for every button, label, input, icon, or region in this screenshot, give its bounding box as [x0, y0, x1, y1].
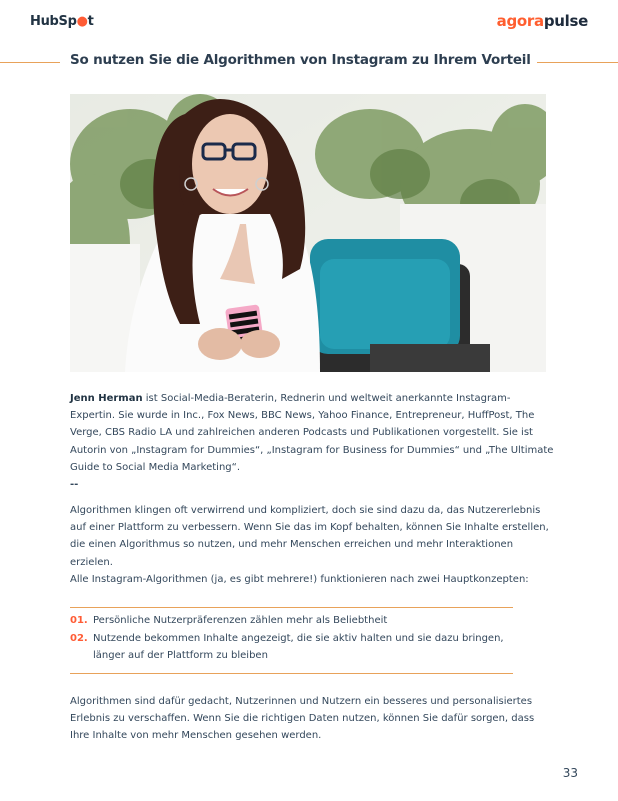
separator: -- [70, 479, 79, 490]
page-number: 33 [562, 766, 578, 780]
list-number: 02. [70, 633, 88, 644]
paragraph-concepts: Alle Instagram-Algorithmen (ja, es gibt mehrere!) funktionieren nach zwei Hauptkonzepten: [70, 574, 529, 585]
list-item [70, 630, 510, 664]
agorapulse-logo: agorapulse [496, 12, 588, 30]
list-item [70, 612, 510, 629]
author-photo [70, 94, 546, 372]
list-number: 01. [70, 615, 88, 626]
list-rule-top [70, 607, 513, 608]
list-rule-bottom [70, 673, 513, 674]
author-name: Jenn Herman [70, 393, 143, 404]
paragraph-conclusion: Algorithmen sind dafür gedacht, Nutzerinnen und Nutzern ein besseres und personalisiertes Erlebnis zu verschaffen. Wenn Sie die richtigen Daten nutzen, können Sie dafür sorgen, dass Ihre Inhalte von mehr Menschen gesehen werden. [70, 696, 535, 742]
title-row [0, 52, 618, 76]
list-text: Persönliche Nutzerpräferenzen zählen mehr als Beliebtheit [93, 615, 388, 626]
title-rule-right [537, 62, 618, 63]
hubspot-logo: HubSp●t [30, 14, 94, 29]
author-bio [70, 390, 554, 476]
author-bio-text: ist Social-Media-Beraterin, Rednerin und weltweit anerkannte Instagram-Expertin. Sie wurde in Inc., Fox News, BBC News, Yahoo Finance, Entrepreneur, HuffPost, The Verge, CBS Radio LA und zahlreichen anderen Podcasts und Publikationen vorgestellt. Sie ist Autorin von „Instagram for Dummies“, „Instagram for Business for Dummies“ und „The Ultimate Guide to Social Media Marketing“. [70, 393, 554, 473]
page-title: So nutzen Sie die Algorithmen von Instagram zu Ihrem Vorteil [70, 52, 531, 68]
paragraph-intro: Algorithmen klingen oft verwirrend und kompliziert, doch sie sind dazu da, das Nutzererlebnis auf einer Plattform zu verbessern. Wenn Sie das im Kopf behalten, können Sie Inhalte erstellen, die einen Algorithmus so nutzen, und mehr Menschen erreichen und mehr Interaktionen erzielen. [70, 505, 549, 568]
list-text: Nutzende bekommen Inhalte angezeigt, die sie aktiv halten und sie dazu bringen, länger auf der Plattform zu bleiben [93, 633, 504, 662]
title-rule-left [0, 62, 60, 63]
